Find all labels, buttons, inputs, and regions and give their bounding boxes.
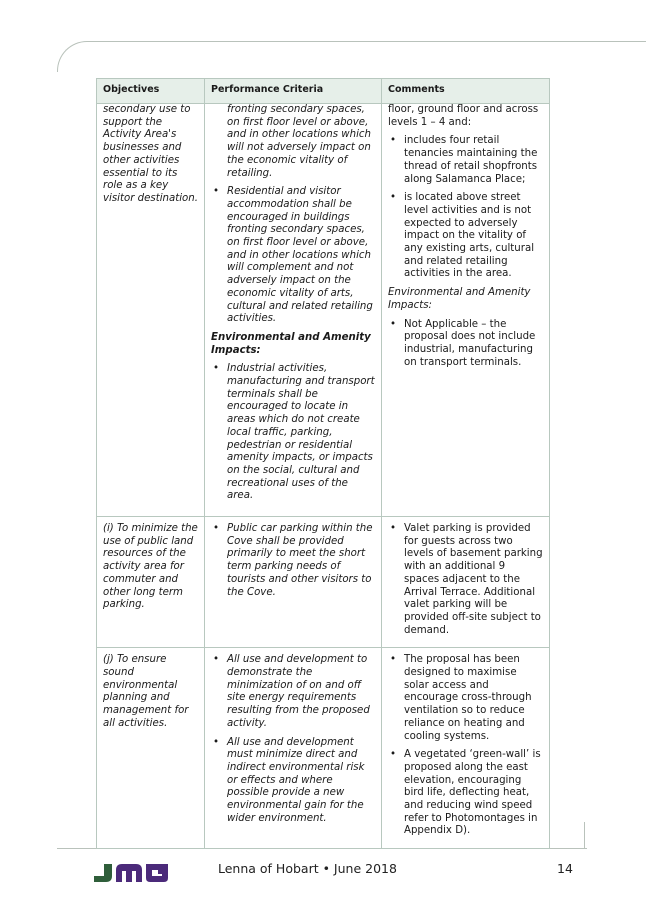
table-row	[97, 104, 550, 517]
criteria-cell	[205, 517, 382, 648]
objective-text: (j) To ensure sound environmental planning and management for all activities.	[103, 654, 189, 729]
criteria-cell	[205, 104, 382, 517]
page-frame-corner	[584, 822, 585, 849]
criteria-bullet: • All use and development must minimize direct and indirect environmental risk or effects and where possible provide a new environmental gain for the wider environment.	[211, 737, 375, 826]
criteria-table	[96, 78, 550, 849]
jmg-logo	[92, 862, 170, 884]
header-performance-criteria: Performance Criteria	[205, 79, 382, 104]
table-header-row	[97, 79, 550, 104]
criteria-bullet: • Residential and visitor accommodation shall be encouraged in buildings fronting secondary spaces, on first floor level or above, and in other locations which will complement and not adversely impact on the economic vitality of arts, cultural and related retailing activities.	[211, 186, 375, 326]
criteria-bullet: • Public car parking within the Cove shall be provided primarily to meet the short term parking needs of tourists and other visitors to the Cove.	[211, 523, 375, 599]
comments-bullet: • Not Applicable – the proposal does not include industrial, manufacturing on transport terminals.	[388, 319, 543, 370]
comments-cell	[382, 517, 550, 648]
criteria-cell	[205, 648, 382, 849]
comments-bullet: • A vegetated ‘green-wall’ is proposed along the east elevation, encouraging bird life, deflecting heat, and reducing wind speed refer to Photomontages in Appendix D).	[388, 749, 543, 838]
comments-intro: floor, ground floor and across levels 1 – 4 and:	[388, 104, 539, 128]
table-row	[97, 648, 550, 849]
objective-cell	[97, 104, 205, 517]
criteria-bullet: • All use and development to demonstrate the minimization of on and off site energy requirements resulting from the proposed activity.	[211, 654, 375, 730]
comments-bullet: • The proposal has been designed to maximise solar access and encourage cross-through ventilation so to reduce reliance on heating and cooling systems.	[388, 654, 543, 743]
comments-bullet: • includes four retail tenancies maintaining the thread of retail shopfronts along Salamanca Place;	[388, 135, 543, 186]
criteria-bullet: • Industrial activities, manufacturing and transport terminals shall be encouraged to locate in areas which do not create local traffic, parking, pedestrian or residential amenity impacts, or impacts on the social, cultural and recreational uses of the area.	[211, 363, 375, 503]
comments-cell	[382, 648, 550, 849]
comments-cell	[382, 104, 550, 517]
objective-cell	[97, 517, 205, 648]
comments-subheading: Environmental and Amenity Impacts:	[388, 287, 531, 311]
header-comments: Comments	[382, 79, 550, 104]
footer-title: Lenna of Hobart • June 2018	[218, 861, 397, 876]
page-frame-top	[57, 41, 646, 72]
objective-cell	[97, 648, 205, 849]
comments-bullet: • Valet parking is provided for guests across two levels of basement parking with an additional 9 spaces adjacent to the Arrival Terrace. Additional valet parking will be provided off-site subject to demand.	[388, 523, 543, 637]
objective-text: (i) To minimize the use of public land resources of the activity area for commuter and other long term parking.	[103, 523, 198, 611]
comments-bullet: • is located above street level activities and is not expected to adversely impact on the vitality of any existing arts, cultural and related retailing activities in the area.	[388, 192, 543, 281]
page-number: 14	[557, 861, 573, 876]
table-row	[97, 517, 550, 648]
objective-text: secondary use to support the Activity Area's businesses and other activities essential to its role as a key visitor destination.	[103, 104, 198, 204]
header-objectives: Objectives	[97, 79, 205, 104]
criteria-subheading: Environmental and Amenity Impacts:	[211, 331, 371, 356]
criteria-continued-text: fronting secondary spaces, on first floor level or above, and in other locations which will not adversely impact on the economic vitality of retailing.	[227, 104, 371, 179]
